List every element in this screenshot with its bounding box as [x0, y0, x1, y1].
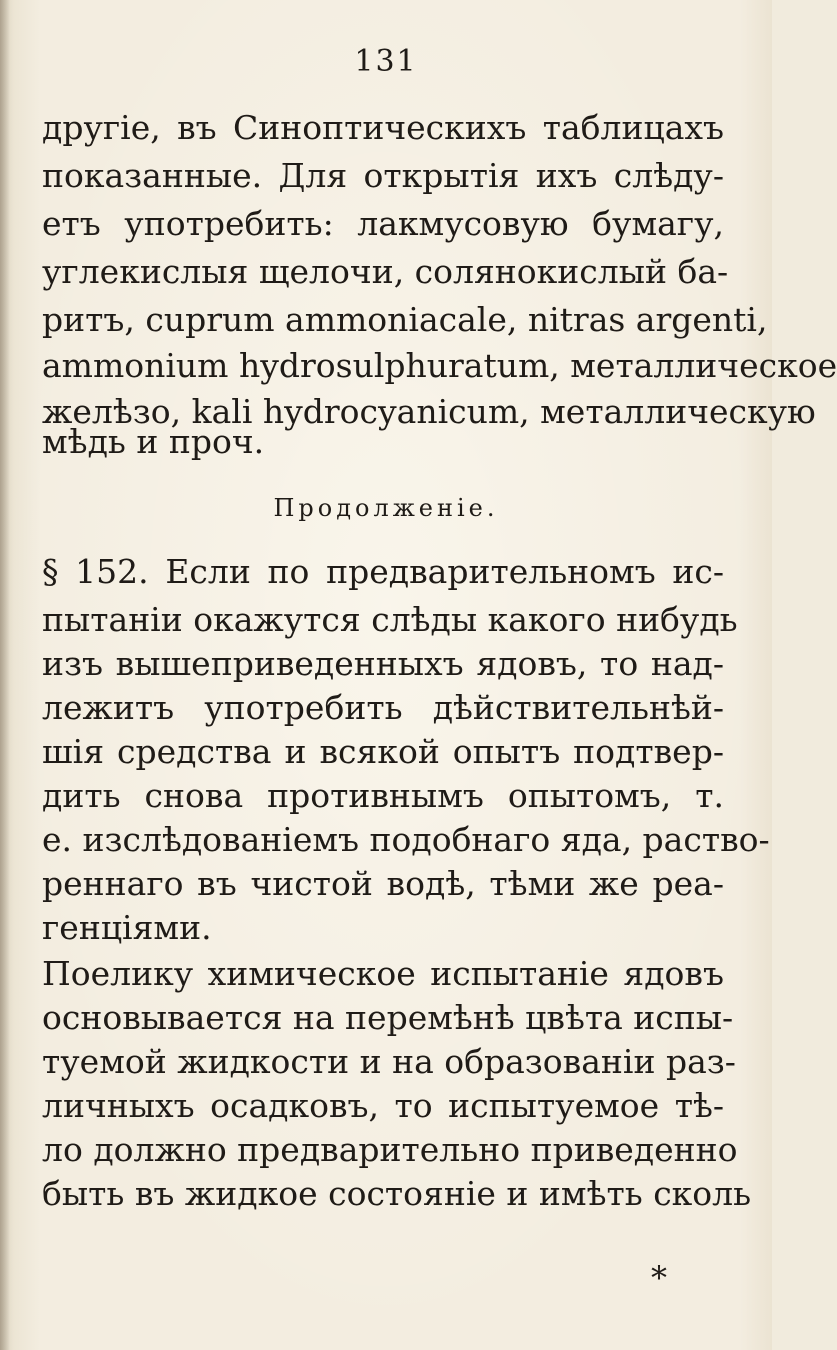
- text-line: пытаніи окажутся слѣды какого нибудь: [42, 600, 738, 639]
- text-line: желѣзо, kali hydrocyanicum, металлическую: [42, 392, 816, 431]
- signature-mark: *: [651, 1259, 667, 1297]
- text-line: ритъ, cuprum ammoniacale, nitras argenti,: [42, 300, 768, 339]
- text-line: мѣдь и проч.: [42, 422, 265, 461]
- page-number: 131: [354, 44, 418, 79]
- text-line: ло должно предварительно приведенно: [42, 1130, 738, 1169]
- text-line: реннаго въ чистой водѣ, тѣми же реа-: [42, 864, 724, 903]
- section-heading: Продолженіе.: [273, 494, 499, 522]
- text-line: ammonium hydrosulphuratum, металлическое: [42, 346, 837, 385]
- text-line: углекислыя щелочи, солянокислый ба-: [42, 252, 729, 291]
- text-line: генціями.: [42, 908, 212, 947]
- text-line: е. изслѣдованіемъ подобнаго яда, раство-: [42, 820, 770, 859]
- page-edge-shadow: [0, 0, 10, 1350]
- text-line: личныхъ осадковъ, то испытуемое тѣ-: [42, 1086, 724, 1125]
- text-line: лежитъ употребить дѣйствительнѣй-: [42, 688, 724, 727]
- text-line: дить снова противнымъ опытомъ, т.: [42, 776, 724, 815]
- text-line: § 152. Если по предварительномъ ис-: [42, 552, 724, 591]
- text-line: шія средства и всякой опытъ подтвер-: [42, 732, 724, 771]
- text-line: другіе, въ Синоптическихъ таблицахъ: [42, 108, 724, 147]
- text-line: изъ вышеприведенныхъ ядовъ, то над-: [42, 644, 724, 683]
- text-line: основывается на перемѣнѣ цвѣта испы-: [42, 998, 734, 1037]
- text-line: показанные. Для открытія ихъ слѣду-: [42, 156, 724, 195]
- text-line: быть въ жидкое состояніе и имѣть сколь: [42, 1174, 752, 1213]
- text-line: етъ употребить: лакмусовую бумагу,: [42, 204, 724, 243]
- text-line: туемой жидкости и на образованіи раз-: [42, 1042, 736, 1081]
- text-line: Поелику химическое испытаніе ядовъ: [42, 954, 724, 993]
